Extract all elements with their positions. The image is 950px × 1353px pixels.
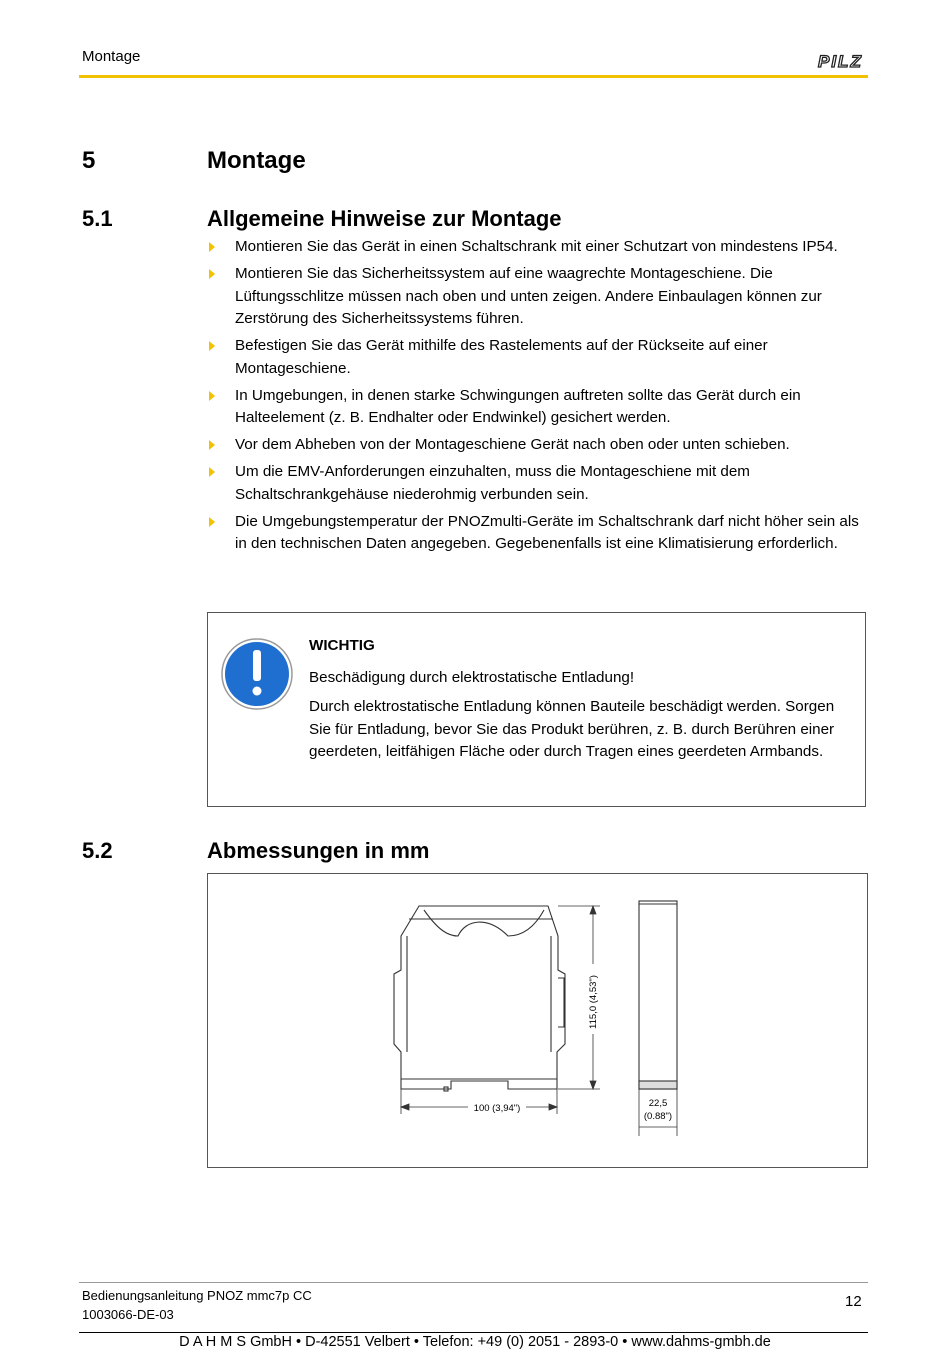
bullet-arrow-icon: [209, 242, 215, 252]
notice-heading: WICHTIG: [309, 637, 375, 654]
list-item: [207, 385, 867, 430]
list-item-text: Montieren Sie das Sicherheitssystem auf eine waagrechte Montageschiene. Die Lüftungsschlitze müssen nach oben und unten zeigen. Andere Einbaulagen können zur Zerstörung des Sicherheitssystems führen.: [235, 265, 822, 327]
list-item: [207, 434, 867, 457]
section-1-number: 5.1: [82, 206, 113, 231]
bullet-arrow-icon: [209, 467, 215, 477]
header-rule: [79, 75, 868, 78]
list-item-text: Befestigen Sie das Gerät mithilfe des Rastelements auf der Rückseite auf einer Montageschiene.: [235, 337, 768, 377]
bullet-arrow-icon: [209, 517, 215, 527]
chapter-number: 5: [82, 147, 96, 174]
notice-description: Durch elektrostatische Entladung können Bauteile beschädigt werden. Sorgen Sie für Entladung, bevor Sie das Produkt berühren, z. B. durch Berühren einer geerdeten, leitfähigen Fläche oder durch Tragen eines geerdeten Armbands.: [309, 698, 835, 760]
list-item: [207, 335, 867, 380]
bullet-arrow-icon: [209, 341, 215, 351]
list-item-text: Vor dem Abheben von der Montageschiene Gerät nach oben oder unten schieben.: [235, 436, 790, 453]
list-item: [207, 263, 867, 331]
depth-dimension-value: 22,5: [648, 1098, 668, 1109]
pilz-logo: PILZ: [818, 52, 863, 71]
list-item-text: In Umgebungen, in denen starke Schwingungen auftreten sollte das Gerät durch ein Halteelement (z. B. Endhalter oder Endwinkel) gesichert werden.: [235, 386, 801, 426]
list-item-text: Die Umgebungstemperatur der PNOZmulti-Geräte im Schaltschrank darf nicht höher sein als in den technischen Daten angegeben. Gegebenenfalls ist eine Klimatisierung erforderlich.: [235, 512, 859, 552]
dimension-drawing-svg: [208, 874, 869, 1169]
page-number: 12: [845, 1293, 862, 1310]
footer-rule: [79, 1282, 868, 1283]
important-notice-box: [207, 612, 866, 807]
company-rule: [79, 1332, 868, 1333]
list-item: [207, 236, 867, 259]
dimension-lines: [401, 906, 677, 1136]
device-front-view: [639, 901, 677, 1089]
list-item: [207, 461, 867, 506]
exclamation-icon: [220, 637, 294, 716]
list-item-text: Montieren Sie das Gerät in einen Schaltschrank mit einer Schutzart von mindestens IP54.: [235, 238, 838, 255]
list-item: [207, 511, 867, 556]
bullet-arrow-icon: [209, 440, 215, 450]
width-dimension-label: 100 (3,94"): [473, 1103, 521, 1114]
document-title: Bedienungsanleitung PNOZ mmc7p CC: [82, 1288, 312, 1303]
document-number: 1003066-DE-03: [82, 1307, 174, 1322]
notice-warning-line: Beschädigung durch elektrostatische Entladung!: [309, 669, 635, 686]
bullet-arrow-icon: [209, 269, 215, 279]
list-item-text: Um die EMV-Anforderungen einzuhalten, muss die Montageschiene mit dem Schaltschrankgehäuse niederohmig verbunden sein.: [235, 463, 750, 503]
dimension-drawing: [207, 873, 868, 1168]
section-2-title: Abmessungen in mm: [207, 838, 430, 863]
header-section-title: Montage: [82, 48, 141, 65]
bullet-arrow-icon: [209, 391, 215, 401]
section-1-title: Allgemeine Hinweise zur Montage: [207, 206, 562, 231]
mounting-instructions-list: [207, 236, 867, 560]
section-2-number: 5.2: [82, 838, 113, 863]
depth-dimension-inch: (0.88"): [643, 1111, 673, 1122]
device-side-view: [394, 906, 565, 1091]
height-dimension-label: 115,0 (4,53"): [588, 975, 599, 1029]
company-footer: D A H M S GmbH • D-42551 Velbert • Telefon: +49 (0) 2051 - 2893-0 • www.dahms-gmbh.de: [179, 1334, 771, 1350]
chapter-title: Montage: [207, 147, 306, 174]
